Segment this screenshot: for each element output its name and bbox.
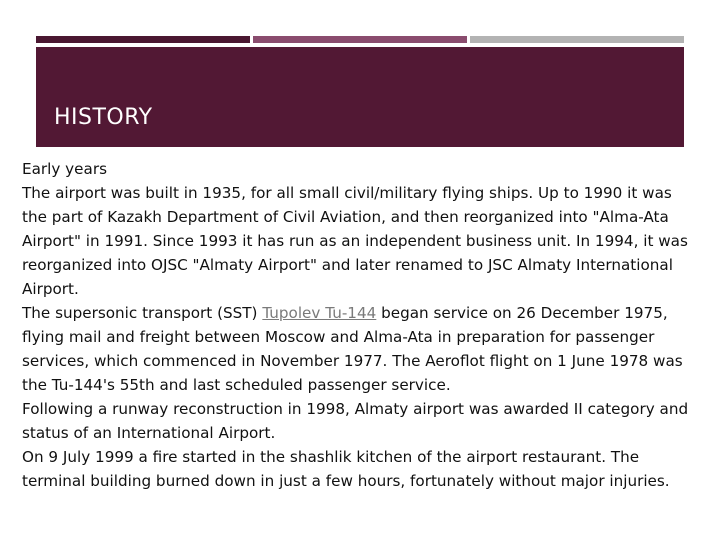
- paragraph-2-text-after: began service on 26 December 1975, flying mail and freight between Moscow and Alma-Ata in preparation for passenger services, which commenced in November 1977. The Aeroflot flight on 1 June 1978 was the Tu-144's 55th and last scheduled passenger service.: [22, 304, 683, 394]
- decorative-bar-2: [253, 36, 467, 43]
- slide-title: HISTORY: [54, 105, 153, 130]
- paragraph-4: On 9 July 1999 a fire started in the shashlik kitchen of the airport restaurant. The terminal building burned down in just a few hours, fortunately without major injuries.: [22, 448, 670, 490]
- decorative-bar-3: [470, 36, 684, 43]
- paragraph-1: The airport was built in 1935, for all small civil/military flying ships. Up to 1990 it was the part of Kazakh Department of Civil Aviation, and then reorganized into "Alma-Ata Airport" in 1991. Since 1993 it has run as an independent business unit. In 1994, it was reorganized into OJSC "Almaty Airport" and later renamed to JSC Almaty International Airport.: [22, 184, 688, 298]
- tupolev-link[interactable]: Tupolev Tu-144: [262, 304, 377, 322]
- title-band: [36, 47, 684, 147]
- subheading: Early years: [22, 160, 107, 178]
- decorative-bar-1: [36, 36, 250, 43]
- paragraph-2: [22, 301, 698, 397]
- paragraph-2-text-before: The supersonic transport (SST): [22, 304, 263, 322]
- slide-body: [22, 157, 698, 493]
- paragraph-3: Following a runway reconstruction in 1998, Almaty airport was awarded II category and status of an International Airport.: [22, 400, 689, 442]
